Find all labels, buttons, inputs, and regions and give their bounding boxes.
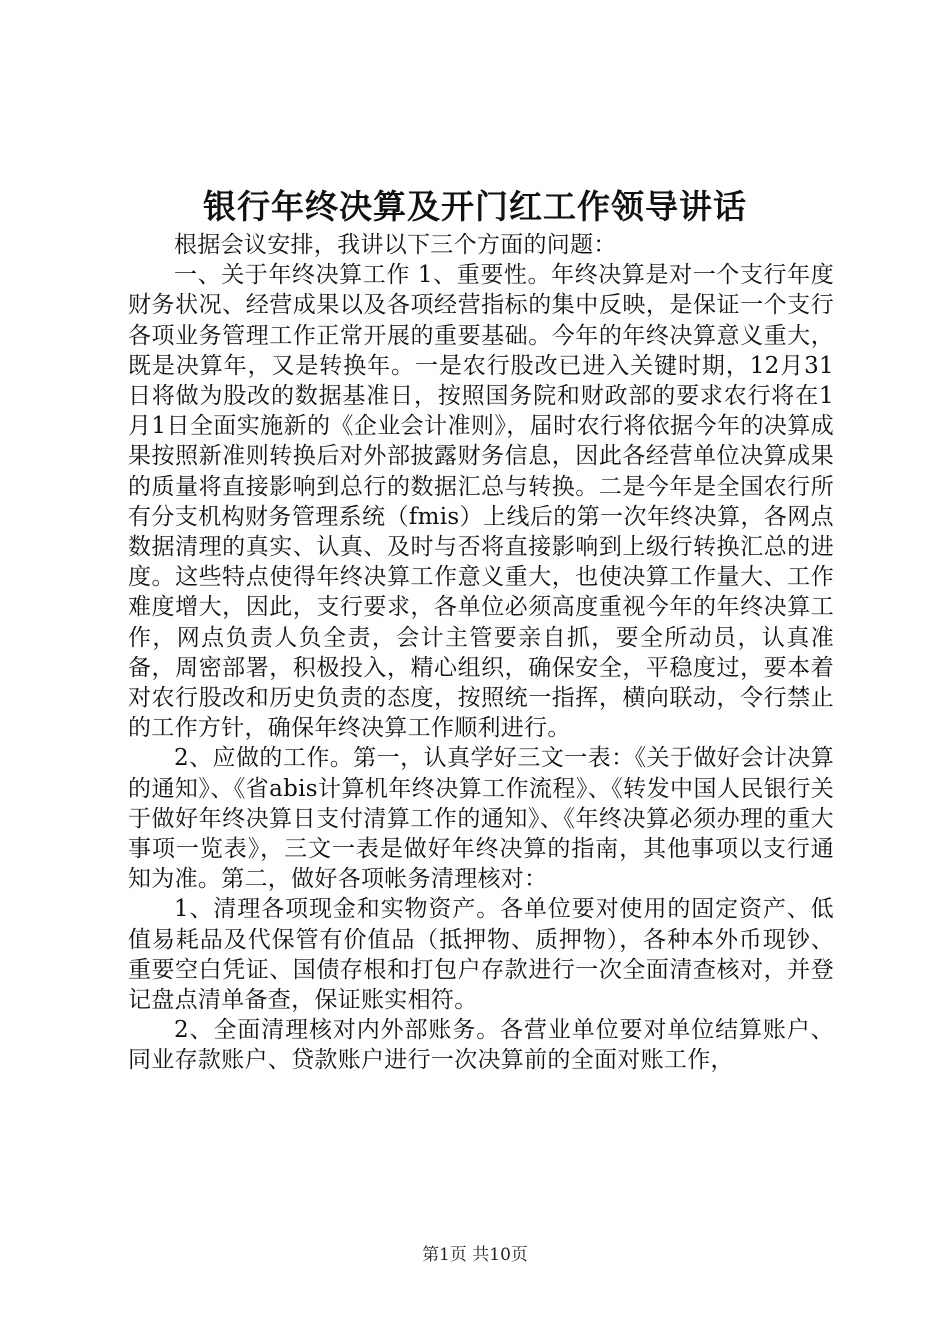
paragraph-tasks: 2、应做的工作。第一，认真学好三文一表：《关于做好会计决算的通知》、《省abis计算机年终决算工作流程》、《转发中国人民银行关于做好年终决算日支付清算工作的通知》、《年终决算必须办理的重大事项一览表》，三文一表是做好年终决算的指南，其他事项以支行通知为准。第二，做好各项帐务清理核对： bbox=[128, 745, 834, 893]
document-body bbox=[128, 230, 834, 1076]
paragraph-section-one: 一、关于年终决算工作 1、重要性。年终决算是对一个支行年度财务状况、经营成果以及各项经营指标的集中反映，是保证一个支行各项业务管理工作正常开展的重要基础。今年的年终决算意义重大，既是决算年，又是转换年。一是农行股改已进入关键时期，12月31日将做为股改的数据基准日，按照国务院和财政部的要求农行将在1月1日全面实施新的《企业会计准则》，届时农行将依据今年的决算成果按照新准则转换后对外部披露财务信息，因此各经营单位决算成果的质量将直接影响到总行的数据汇总与转换。二是今年是全国农行所有分支机构财务管理系统（fmis）上线后的第一次年终决算，各网点数据清理的真实、认真、及时与否将直接影响到上级行转换汇总的进度。这些特点使得年终决算工作意义重大，也使决算工作量大、工作难度增大，因此，支行要求，各单位必须高度重视今年的年终决算工作，网点负责人负全责，会计主管要亲自抓，要全所动员，认真准备，周密部署，积极投入，精心组织，确保安全，平稳度过，要本着对农行股改和历史负责的态度，按照统一指挥，横向联动，令行禁止的工作方针，确保年终决算工作顺利进行。 bbox=[128, 262, 834, 742]
paragraph-item-2: 2、全面清理核对内外部账务。各营业单位要对单位结算账户、同业存款账户、贷款账户进行一次决算前的全面对账工作， bbox=[128, 1017, 834, 1074]
paragraph-item-1: 1、清理各项现金和实物资产。各单位要对使用的固定资产、低值易耗品及代保管有价值品（抵押物、质押物），各种本外币现钞、重要空白凭证、国债存根和打包户存款进行一次全面清查核对，并登记盘点清单备查，保证账实相符。 bbox=[128, 896, 834, 1014]
paragraph-intro: 根据会议安排，我讲以下三个方面的问题： bbox=[174, 232, 617, 258]
document-title: 银行年终决算及开门红工作领导讲话 bbox=[203, 187, 747, 226]
page-footer: 第1页 共10页 bbox=[422, 1245, 528, 1265]
